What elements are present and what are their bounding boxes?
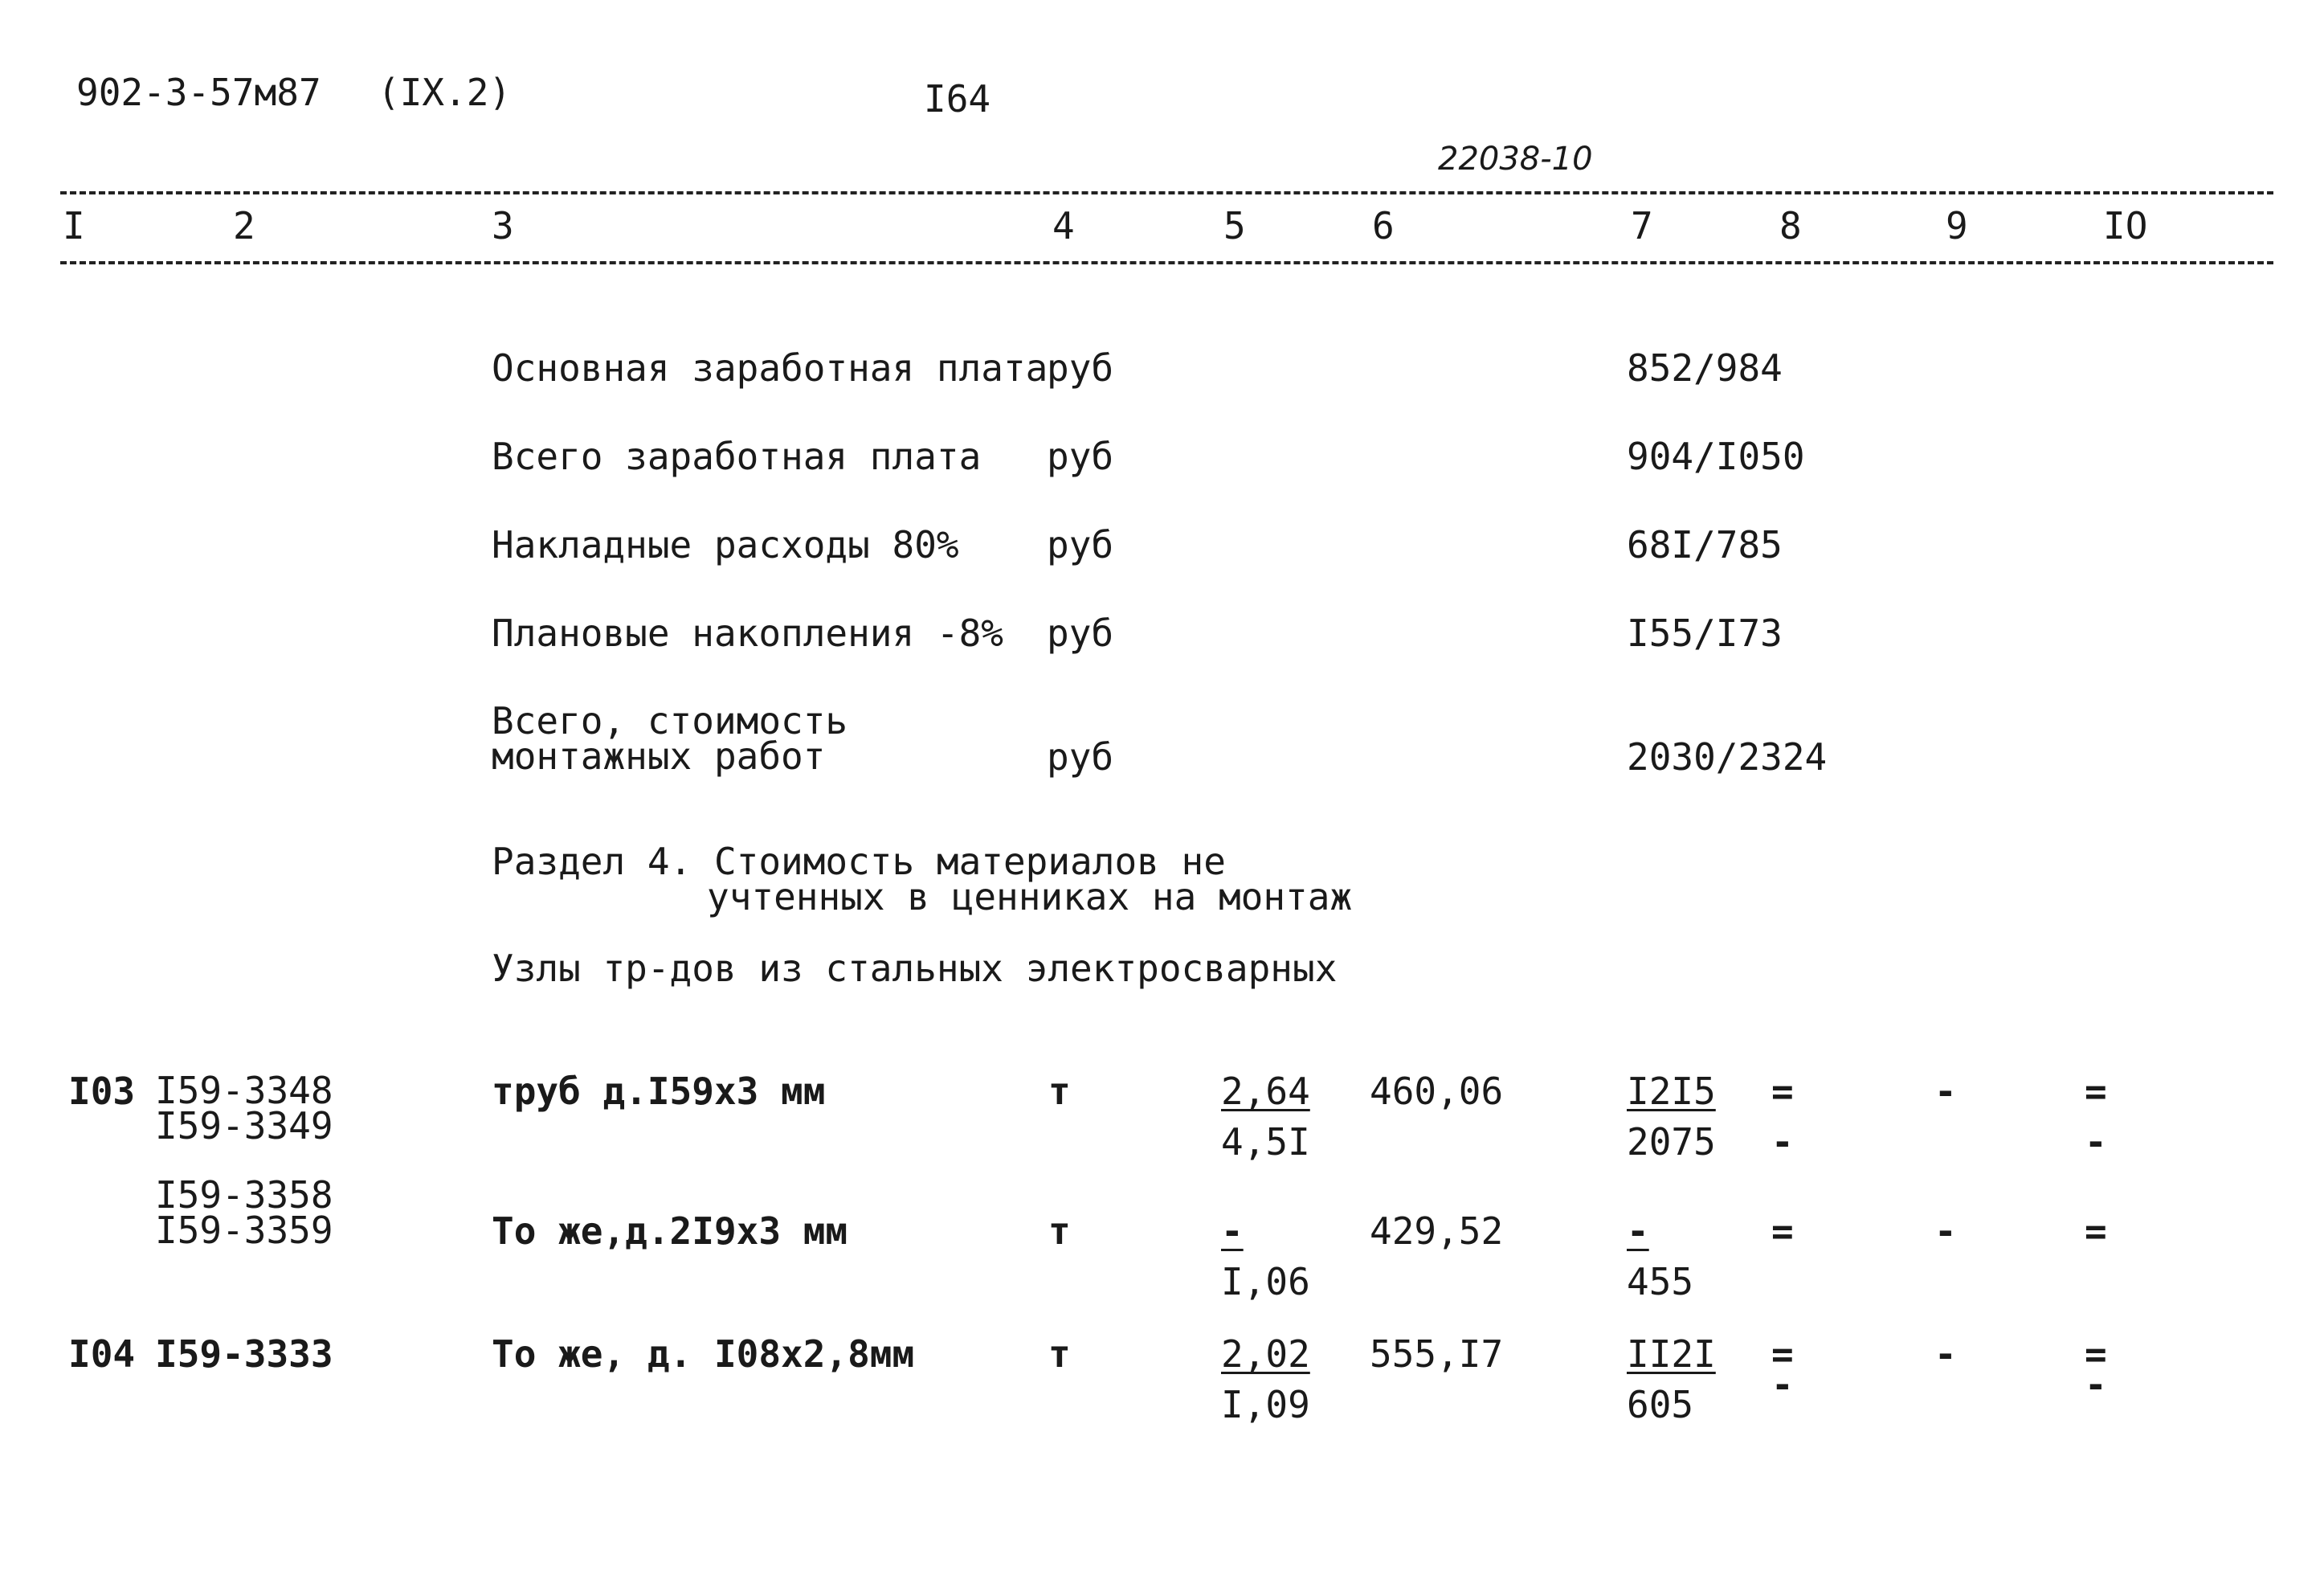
summary-unit: руб — [1047, 346, 1114, 390]
doc-code: 902-3-57м87 — [76, 71, 321, 114]
row-col9: - — [1934, 1332, 1957, 1376]
row-total-bottom: 605 — [1627, 1383, 1694, 1426]
col-header-5: 5 — [1223, 204, 1246, 248]
summary-name: Всего заработная плата — [492, 435, 982, 478]
col-header-10: IO — [2103, 204, 2148, 248]
col-header-8: 8 — [1779, 204, 1802, 248]
row-total-top: II2I — [1627, 1332, 1716, 1376]
row-col8-bottom: - — [1771, 1363, 1794, 1406]
row-total-top: I2I5 — [1627, 1070, 1716, 1113]
row-unit: т — [1048, 1070, 1071, 1113]
row-number: I04 — [68, 1332, 136, 1376]
col-header-6: 6 — [1372, 204, 1395, 248]
row-col8-bottom: - — [1771, 1120, 1794, 1164]
summary-name: Накладные расходы 80% — [492, 523, 959, 567]
row-col10-bottom: - — [2085, 1363, 2107, 1406]
row-price: 555,I7 — [1370, 1332, 1504, 1376]
row-number: I03 — [68, 1070, 136, 1113]
row-unit: т — [1048, 1332, 1071, 1376]
row-qty-top: 2,64 — [1221, 1070, 1310, 1113]
section-title-line2: учтенных в ценниках на монтаж — [707, 875, 1353, 918]
row-col9: - — [1934, 1209, 1957, 1253]
row-price: 460,06 — [1370, 1070, 1504, 1113]
summary-name: Плановые накопления -8% — [492, 612, 1003, 655]
summary-name-line1: Всего, стоимость — [492, 699, 848, 742]
row-code: I59-3348 — [155, 1069, 333, 1112]
section-code: (IX.2) — [378, 71, 512, 114]
row-code: I59-3359 — [155, 1209, 333, 1252]
section-subtitle: Узлы тр-дов из стальных электросварных — [492, 947, 1338, 990]
row-code: I59-3358 — [155, 1173, 333, 1217]
row-code: I59-3333 — [155, 1332, 333, 1376]
col-header-3: 3 — [492, 204, 514, 248]
summary-name: Основная заработная плата — [492, 346, 1048, 390]
summary-unit: руб — [1047, 523, 1114, 567]
row-col10-bottom: - — [2085, 1120, 2107, 1164]
summary-value: 2030/2324 — [1627, 735, 1828, 779]
page-number: I64 — [924, 77, 991, 121]
row-qty-bottom: I,09 — [1221, 1383, 1310, 1426]
col-header-9: 9 — [1946, 204, 1968, 248]
row-qty-top: 2,02 — [1221, 1332, 1310, 1376]
row-col9: - — [1934, 1070, 1957, 1113]
summary-unit: руб — [1047, 612, 1114, 655]
row-col10-top: = — [2085, 1070, 2107, 1113]
col-header-1: I — [63, 204, 85, 248]
row-col8-top: = — [1771, 1332, 1794, 1376]
row-qty-bottom: 4,5I — [1221, 1120, 1310, 1164]
row-total-bottom: 455 — [1627, 1260, 1694, 1303]
col-header-2: 2 — [233, 204, 255, 248]
col-header-7: 7 — [1631, 204, 1653, 248]
summary-value: 904/I050 — [1627, 435, 1805, 478]
summary-unit: руб — [1047, 735, 1114, 779]
section-title-line1: Раздел 4. Стоимость материалов не — [492, 840, 1226, 883]
row-code: I59-3349 — [155, 1104, 333, 1148]
row-col10-top: = — [2085, 1332, 2107, 1376]
col-header-4: 4 — [1052, 204, 1075, 248]
row-name: труб д.I59x3 мм — [492, 1070, 826, 1113]
summary-name-line2: монтажных работ — [492, 734, 826, 778]
row-col8-top: = — [1771, 1209, 1794, 1253]
row-name: То же, д. I08x2,8мм — [492, 1332, 915, 1376]
handwritten-stamp: 22038-10 — [1438, 141, 1593, 178]
header-bottom-rule — [60, 261, 2273, 264]
summary-value: 852/984 — [1627, 346, 1783, 390]
row-unit: т — [1048, 1209, 1071, 1253]
summary-value: I55/I73 — [1627, 612, 1783, 655]
summary-value: 68I/785 — [1627, 523, 1783, 567]
row-name: То же,д.2I9x3 мм — [492, 1209, 848, 1253]
row-col10-top: = — [2085, 1209, 2107, 1253]
summary-unit: руб — [1047, 435, 1114, 478]
row-qty-bottom: I,06 — [1221, 1260, 1310, 1303]
row-col8-top: = — [1771, 1070, 1794, 1113]
row-price: 429,52 — [1370, 1209, 1504, 1253]
row-total-top: - — [1627, 1209, 1649, 1253]
header-top-rule — [60, 191, 2273, 194]
row-total-bottom: 2075 — [1627, 1120, 1716, 1164]
row-qty-top: - — [1221, 1209, 1244, 1253]
